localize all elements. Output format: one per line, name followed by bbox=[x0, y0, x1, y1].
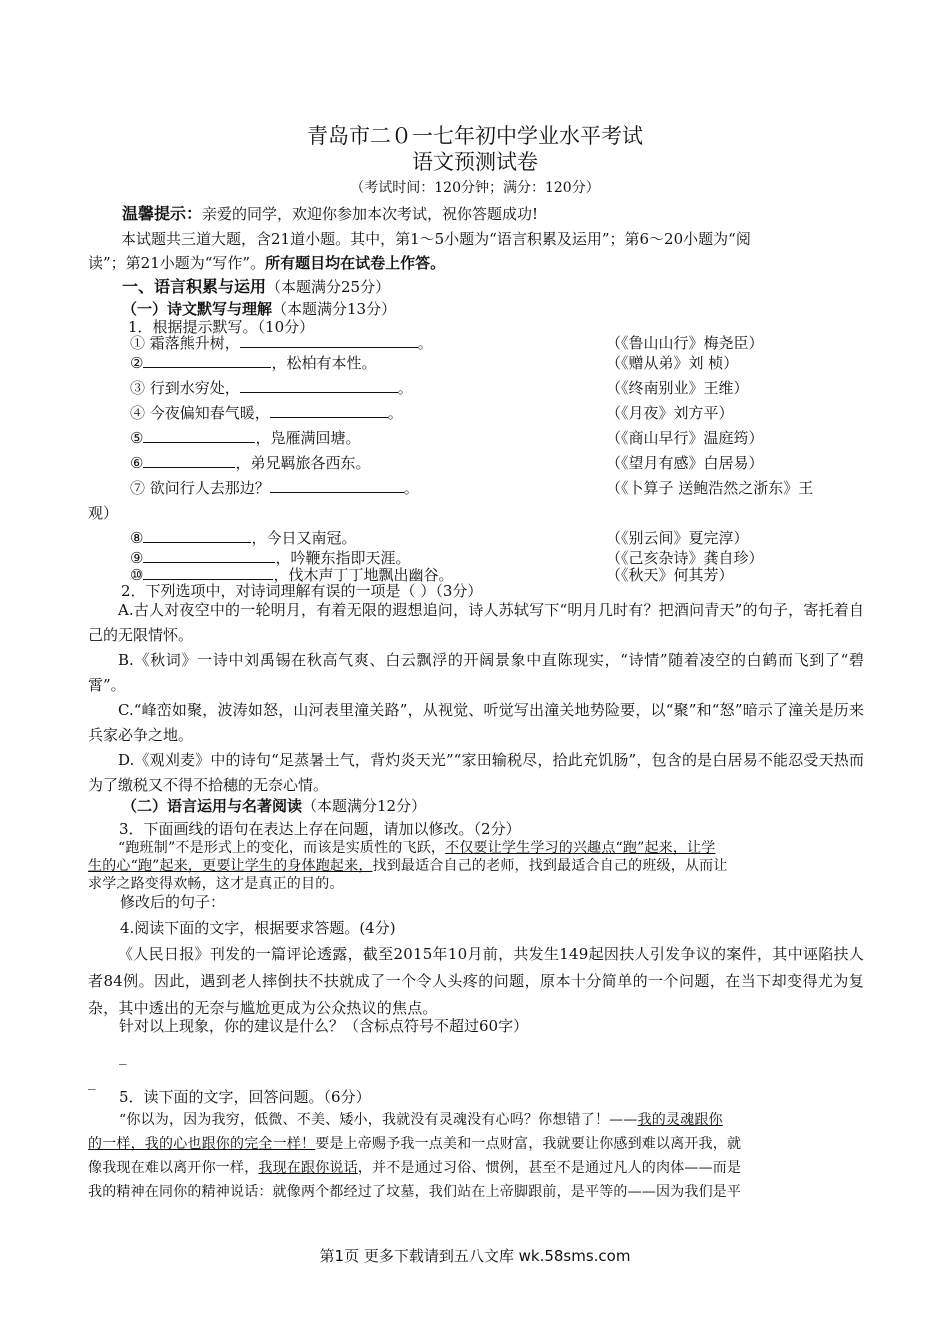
q4-passage-block bbox=[88, 941, 864, 1022]
q1-item-4-pre: ④ 今夜偏知春气暖， bbox=[130, 404, 270, 422]
answer-blank[interactable] bbox=[143, 565, 273, 580]
q3-line2-underlined: 生的心“跑”起来，更要让学生的身体跑起来， bbox=[88, 858, 373, 874]
q1-item-4 bbox=[130, 403, 403, 423]
q1-item-8-pre: ⑧ bbox=[130, 529, 144, 547]
exam-title: 青岛市二０一七年初中学业水平考试 bbox=[307, 124, 643, 148]
part2-heading bbox=[122, 796, 426, 816]
q5-line3 bbox=[88, 1158, 741, 1178]
q1-item-7-source: （《卜算子 送鲍浩然之浙东》王 bbox=[606, 479, 814, 497]
q3-answer-label[interactable]: 修改后的句子： bbox=[120, 893, 226, 911]
q3-line1-underlined: 不仅要让学生学习的兴趣点“跑”起来，让学 bbox=[445, 840, 716, 856]
q5-line4: 我的精神在同你的精神说话：就像两个都经过了坟墓，我们站在上帝脚跟前，是平等的——因为我们是平 bbox=[88, 1184, 742, 1200]
q1-item-5-post: ，凫雁满回塘。 bbox=[255, 429, 361, 447]
answer-blank[interactable] bbox=[143, 548, 275, 563]
answer-blank[interactable] bbox=[240, 333, 418, 348]
section1-title: 一、语言积累与运用 bbox=[122, 277, 267, 296]
part1-heading bbox=[122, 299, 396, 319]
answer-blank[interactable] bbox=[143, 428, 255, 443]
q5-line1-text: “你以为，因为我穷，低微、不美、矮小，我就没有灵魂没有心吗？你想错了！—— bbox=[119, 1112, 638, 1128]
section1-heading bbox=[122, 277, 390, 297]
q1-item-5 bbox=[130, 428, 360, 448]
q1-item-7-pre: ⑦ 欲问行人去那边？ bbox=[130, 479, 270, 497]
q2-option-d[interactable]: D.《观刈麦》中的诗句“足蒸暑土气，背灼炎天光”“家田输税尽，拾此充饥肠”，包含的是白居易不能忍受天热而为了缴税又不得不拾穗的无奈心情。 bbox=[88, 751, 864, 794]
q1-item-4-post: 。 bbox=[387, 404, 403, 422]
q1-item-10-source: （《秋天》何其芳） bbox=[606, 566, 734, 584]
q1-item-10-pre: ⑩ bbox=[130, 566, 144, 584]
q1-item-7-source-wrap: 观） bbox=[88, 504, 119, 522]
tip-line bbox=[122, 204, 538, 224]
q1-item-2-source: （《赠从弟》刘 桢） bbox=[606, 354, 739, 372]
q1-item-1-source: （《鲁山山行》梅尧臣） bbox=[606, 334, 764, 352]
q1-item-7 bbox=[130, 478, 419, 498]
q1-item-8-source: （《别云间》夏完淳） bbox=[606, 529, 749, 547]
q5-line1 bbox=[119, 1110, 723, 1130]
q1-item-2-pre: ② bbox=[130, 354, 144, 372]
tip-label: 温馨提示： bbox=[122, 204, 203, 223]
q5-line2-text: 要是上帝赐予我一点美和一点财富，我就要让你感到难以离开我，就 bbox=[315, 1136, 742, 1152]
answer-blank[interactable] bbox=[143, 453, 235, 468]
q1-item-5-pre: ⑤ bbox=[130, 429, 144, 447]
q5-line3-underlined: 我现在跟你说话 bbox=[258, 1160, 358, 1176]
q1-item-9-source: （《己亥杂诗》龚自珍） bbox=[606, 549, 764, 567]
q4-passage: 《人民日报》刊发的一篇评论透露，截至2015年10月前，共发生149起因扶人引发争议的案件，其中诬陷扶人者84例。因此，遇到老人摔倒扶不扶就成了一个令人头疼的问题，原本十分简单的一个问题，在当下却变得尤为复杂，其中透出的无奈与尴尬更成为公众热议的焦点。 bbox=[88, 945, 864, 1017]
q4-answer-mark-2[interactable]: _ bbox=[88, 1072, 96, 1090]
q1-item-6-source: （《望月有感》白居易） bbox=[606, 454, 764, 472]
q1-item-6-pre: ⑥ bbox=[130, 454, 144, 472]
q1-item-3-pre: ③ 行到水穷处， bbox=[130, 379, 240, 397]
q5-stem: 5．读下面的文字，回答问题。（6分） bbox=[119, 1088, 371, 1106]
q2-options bbox=[88, 598, 864, 798]
q1-stem: 1．根据提示默写。（10分） bbox=[128, 318, 315, 336]
q5-line2-underlined: 的一样，我的心也跟你的完全一样！ bbox=[88, 1136, 316, 1152]
page-footer[interactable]: 第1页 更多下载请到五八文库 wk.58sms.com bbox=[319, 1247, 631, 1265]
q3-line1 bbox=[118, 838, 715, 858]
answer-blank[interactable] bbox=[143, 353, 271, 368]
answer-blank[interactable] bbox=[270, 403, 388, 418]
intro-desc-line2 bbox=[88, 253, 445, 273]
q1-item-6-post: ，弟兄羁旅各西东。 bbox=[235, 454, 371, 472]
q2-stem: 2．下列选项中，对诗词理解有误的一项是（ ）（3分） bbox=[121, 582, 483, 600]
tip-text: 亲爱的同学，欢迎你参加本次考试，祝你答题成功! bbox=[202, 205, 539, 223]
answer-blank[interactable] bbox=[143, 528, 251, 543]
q1-item-10-post: ，伐木声丁丁地飘出幽谷。 bbox=[273, 566, 454, 584]
answer-blank[interactable] bbox=[270, 478, 404, 493]
q1-item-3 bbox=[130, 378, 413, 398]
q2-option-b[interactable]: B.《秋词》一诗中刘禹锡在秋高气爽、白云飘浮的开阔景象中直陈现实，“诗情”随着凌空的白鹤而飞到了“碧霄”。 bbox=[88, 651, 864, 694]
q1-item-6 bbox=[130, 453, 370, 473]
q1-item-9-pre: ⑨ bbox=[130, 549, 144, 567]
intro-desc-line2-b: 所有题目均在试卷上作答。 bbox=[265, 254, 446, 272]
q3-line1-a: “跑班制”不是形式上的变化，而该是实质性的飞跃， bbox=[118, 840, 446, 856]
q4-answer-mark[interactable]: _ bbox=[119, 1047, 127, 1065]
answer-blank[interactable] bbox=[240, 378, 398, 393]
q3-line2-b: 找到最适合自己的老师，找到最适合自己的班级，从而让 bbox=[372, 858, 728, 874]
q4-question: 针对以上现象，你的建议是什么？（含标点符号不超过60字） bbox=[119, 1017, 529, 1035]
q3-line2 bbox=[88, 856, 728, 876]
q5-line3-a: 像我现在难以离开你一样， bbox=[88, 1160, 259, 1176]
q2-option-c[interactable]: C.“峰峦如聚，波涛如怒，山河表里潼关路”，从视觉、听觉写出潼关地势险要，以“聚”和“怒”暗示了潼关是历来兵家必争之地。 bbox=[88, 701, 864, 744]
exam-subtitle: 语文预测试卷 bbox=[412, 150, 538, 174]
q1-item-1-post: 。 bbox=[417, 334, 433, 352]
q4-stem: 4.阅读下面的文字，根据要求答题。(4分) bbox=[120, 919, 396, 937]
q1-item-7-post: 。 bbox=[403, 479, 419, 497]
q5-line3-b: ，并不是通过习俗、惯例，甚至不是通过凡人的肉体——而是 bbox=[357, 1160, 742, 1176]
q1-item-1-pre: ① 霜落熊升树， bbox=[130, 334, 240, 352]
part2-title: （二）语言运用与名著阅读 bbox=[122, 797, 303, 815]
part2-score: （本题满分12分） bbox=[302, 797, 427, 815]
q1-item-9-post: ，吟鞭东指即天涯。 bbox=[275, 549, 411, 567]
q1-item-8 bbox=[130, 528, 356, 548]
q5-line1-underlined: 我的灵魂跟你 bbox=[637, 1112, 723, 1128]
intro-desc-line2-a: 读”；第21小题为“写作”。 bbox=[88, 254, 266, 272]
q1-item-3-post: 。 bbox=[397, 379, 413, 397]
q2-option-a[interactable]: A.古人对夜空中的一轮明月，有着无限的遐想追问，诗人苏轼写下“明月几时有？把酒问青天”的句子，寄托着自己的无限情怀。 bbox=[88, 601, 864, 644]
part1-score: （本题满分13分） bbox=[272, 300, 397, 318]
q3-line3: 求学之路变得欢畅，这才是真正的目的。 bbox=[88, 876, 344, 892]
q1-item-3-source: （《终南别业》王维） bbox=[606, 379, 749, 397]
q1-item-2 bbox=[130, 353, 376, 373]
q1-item-1 bbox=[130, 333, 433, 353]
section1-score: （本题满分25分） bbox=[266, 278, 391, 296]
intro-desc-line1: 本试题共三道大题，含21道小题。其中，第1～5小题为“语言积累及运用”；第6～20小题为“阅 bbox=[121, 230, 751, 248]
q1-item-4-source: （《月夜》刘方平） bbox=[606, 404, 734, 422]
q1-item-8-post: ，今日又南冠。 bbox=[251, 529, 357, 547]
exam-info: （考试时间：120分钟；满分：120分） bbox=[350, 180, 600, 196]
q5-line2 bbox=[88, 1134, 741, 1154]
q3-stem: 3．下面画线的语句在表达上存在问题，请加以修改。（2分） bbox=[119, 820, 521, 838]
q1-item-2-post: ，松柏有本性。 bbox=[271, 354, 377, 372]
q1-item-5-source: （《商山早行》温庭筠） bbox=[606, 429, 764, 447]
part1-title: （一）诗文默写与理解 bbox=[122, 300, 273, 318]
